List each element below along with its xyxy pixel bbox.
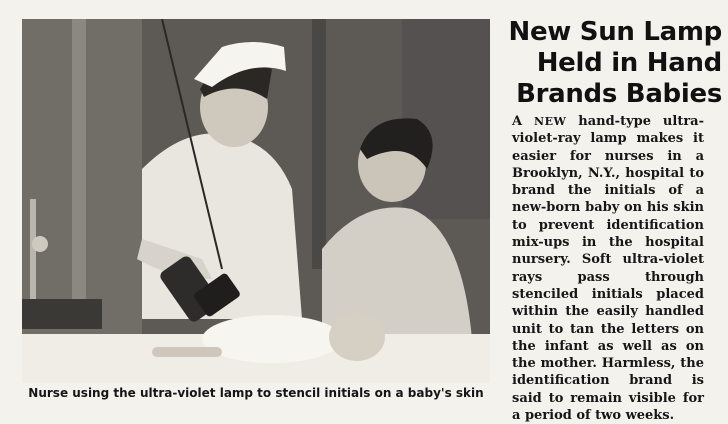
photo-caption: Nurse using the ultra-violet lamp to stencil initials on a baby's skin bbox=[28, 386, 484, 400]
article-photo bbox=[22, 19, 490, 383]
lead-smallcaps: NEW bbox=[534, 115, 567, 128]
body-text: hand-type ultra-violet-ray lamp makes it easier for nurses in a Brooklyn, N.Y., hospital to brand the initials of a new-born baby on his skin to prevent identification mix-ups in the hospital nursery. Soft ultra-violet rays pass through stenciled initials placed within the easily handled unit to tan the letters on the infant as well as on the mother. Harmless, the identification brand is said to remain visible for a period of two weeks. bbox=[512, 114, 704, 424]
article-body bbox=[512, 113, 704, 424]
article-title: New Sun Lamp Held in Hand Brands Babies bbox=[508, 17, 722, 109]
lead-word: A bbox=[512, 114, 523, 129]
